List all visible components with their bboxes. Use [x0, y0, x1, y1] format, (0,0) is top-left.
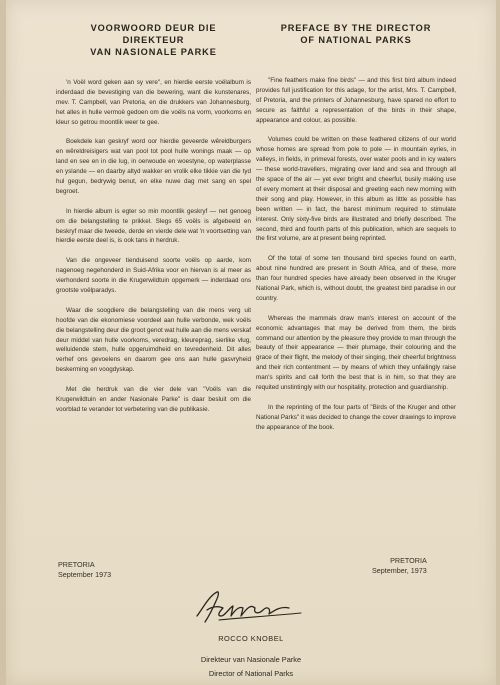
english-paragraph: "Fine feathers make fine birds" — and this first bird album indeed provides full justification for this adage, for the artist, Mrs. T. Campbell, of Pretoria, and the printers of Johannesburg, have spared no effort to secure as faithful a representation of the birds in their shape, appearance and colour, as possible. [256, 77, 456, 124]
english-paragraph: In the reprinting of the four parts of "Birds of the Kruger and other National Parks" it was decided to change the cover drawings to improve the appearance of the book. [256, 403, 456, 431]
english-heading-line-1: PREFACE BY THE DIRECTOR [280, 23, 432, 33]
afrikaans-paragraph: In hierdie album is egter so min moontlik geskryf — net genoeg om die belangstelling te prikkel. Slegs 65 voëls is afgebeeld en beskryf maar die tweede, derde en vierde dele wat 'n voortsetting van hierdie eerste deel is, is ook tans in herdruk. [56, 207, 251, 245]
handwritten-signature [189, 586, 309, 630]
english-place: PRETORIA [390, 556, 427, 565]
signatory-name: ROCCO KNOBEL [218, 634, 284, 643]
afrikaans-paragraph: Met die herdruk van die vier dele van "Voëls van die Krugerwildtuin en ander Nasionale Parke" is daar besluit om die voorblad te verander tot verbetering van die publikasie. [56, 386, 251, 413]
signatory-title-english: Director of National Parks [208, 669, 294, 678]
afrikaans-paragraph: 'n Voël word geken aan sy vere", en hierdie eerste voëlalbum is inderdaad die bevestiging van die bewering, want die kunstenares, mev. T. Campbell, van Pretoria, en die drukkers van Johannesburg, het alles in hulle vermoë gedoen om die voëls na vorm, voorkoms en kleur so getrou moontlik weer te gee. [56, 79, 251, 126]
english-heading [256, 22, 456, 46]
afrikaans-paragraph: Boekdele kan geskryf word oor hierdie geveerde wêreldburgers en wêreldreisigers wat van pool tot pool hulle wonings maak — op land en see en in die lug, in oerwoude en woestyne, op waterplasse en yslande — en daarby altyd wakker en vrolik elke tikkie van die tyd hul gegun, bedrywig benut, en elke nuwe dag met sang en spel begroet. [56, 138, 251, 195]
afrikaans-paragraph: Waar die soogdiere die belangstelling van die mens verg uit hoofde van die ekonomiese voordeel aan hulle verbonde, wek voëls die belangstelling deur die groot genot wat hulle aan die mens verskaf deur middel van hulle voorkoms, veredrag, kleureprag, sierlike vlug, welluidende stem, hulle opgeruimdheid en tevredenheid. Dit alles verhef ons gevoelens en daarom gee ons aan hulle gasvryheid beskerming en voogdyskap. [56, 306, 251, 374]
english-paragraph: Volumes could be written on these feathered citizens of our world whose homes are spread from pole to pole — in mountain eyries, in valleys, in fields, in primeval forests, over water pools and in icy waters — these world-travellers, migrating over land and sea and through all the space of the air — yet ever bright and cheerful, busily making use of every moment at their disposal and greeting each new morning with their song and play. However, in this album as little as possible has been written — in fact, the barest minimum required to stimulate interest. Only sixty-five birds are illustrated and briefly described. The second, third and fourth parts of this publication, which are sequels to the first volume, are at present being reprinted. [256, 136, 456, 243]
afrikaans-heading [56, 22, 251, 58]
english-paragraph: Of the total of some ten thousand bird species found on earth, about nine hundred are present in South Africa, and of these, more than four hundred species have already been observed in the Kruger National Park, which is, without doubt, the greatest bird paradise in our country. [256, 255, 456, 302]
english-place-date [372, 556, 427, 576]
afrikaans-column [56, 22, 251, 425]
afrikaans-paragraph: Van die ongeveer tienduisend soorte voëls op aarde, kom nagenoeg negehonderd in Suid-Afrika voor en hiervan is al meer as vierhonderd soorte in die Krugerwildtuin opgemerk — inderdaad ons grootste voëlparadys. [56, 257, 251, 294]
afrikaans-heading-line-2: DIREKTEUR [122, 35, 185, 45]
document-page [6, 0, 496, 685]
afrikaans-place: PRETORIA [58, 560, 95, 569]
afrikaans-date: September 1973 [58, 570, 112, 579]
afrikaans-heading-line-1: VOORWOORD DEUR DIE [90, 23, 217, 33]
english-paragraph: Whereas the mammals draw man's interest on account of the economic advantages that may be derived from them, the birds command our attention by the pleasure they provide to man through the beauty of their appearance — their plumage, their colouring and the grace of their flight, the melody of their singing, their cheerful brightness and their rich contentment — by means of which they unfailingly raise man's spirits and call forth the best that is in him, so that they are requited unstintingly with our hospitality, protection and guardianship. [256, 314, 456, 392]
signatory-title-afrikaans: Direkteur van Nasionale Parke [200, 655, 302, 664]
afrikaans-place-date [58, 560, 111, 580]
afrikaans-heading-line-3: VAN NASIONALE PARKE [90, 47, 217, 57]
english-column [256, 22, 456, 442]
english-heading-line-2: OF NATIONAL PARKS [300, 35, 412, 45]
english-date: September, 1973 [372, 566, 427, 575]
